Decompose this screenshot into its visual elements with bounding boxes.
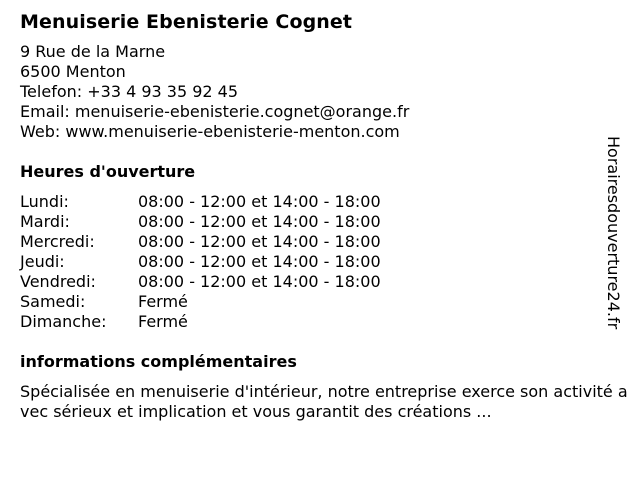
- hours-day: Jeudi:: [20, 252, 65, 271]
- street-address: 9 Rue de la Marne: [20, 42, 166, 61]
- hours-day: Lundi:: [20, 192, 69, 211]
- phone-number: Telefon: +33 4 93 35 92 45: [20, 82, 239, 101]
- hours-day: Vendredi:: [20, 272, 96, 291]
- additional-info-text: Spécialisée en menuiserie d'intérieur, notre entreprise exerce son activité avec sérieux et implication et vous garantit des créations ...: [20, 382, 628, 421]
- hours-time: 08:00 - 12:00 et 14:00 - 18:00: [138, 232, 381, 251]
- hours-row-monday: [20, 192, 620, 212]
- hours-time: 08:00 - 12:00 et 14:00 - 18:00: [138, 192, 381, 211]
- business-name: Menuiserie Ebenisterie Cognet: [20, 11, 353, 33]
- hours-time: Fermé: [138, 292, 188, 311]
- additional-info-heading: informations complémentaires: [20, 352, 297, 371]
- opening-hours-table: [20, 192, 620, 332]
- business-card: [20, 10, 628, 422]
- hours-row-friday: [20, 272, 620, 292]
- hours-time: 08:00 - 12:00 et 14:00 - 18:00: [138, 252, 381, 271]
- hours-day: Samedi:: [20, 292, 86, 311]
- hours-row-tuesday: [20, 212, 620, 232]
- opening-hours-heading: Heures d'ouverture: [20, 162, 196, 181]
- hours-day: Dimanche:: [20, 312, 107, 331]
- hours-row-saturday: [20, 292, 620, 312]
- hours-row-sunday: [20, 312, 620, 332]
- email-address: Email: menuiserie-ebenisterie.cognet@orange.fr: [20, 102, 410, 121]
- source-watermark: Horairesdouverture24.fr: [604, 136, 623, 330]
- address-block: [20, 42, 620, 142]
- hours-row-wednesday: [20, 232, 620, 252]
- city-address: 6500 Menton: [20, 62, 126, 81]
- hours-time: Fermé: [138, 312, 188, 331]
- hours-time: 08:00 - 12:00 et 14:00 - 18:00: [138, 272, 381, 291]
- hours-row-thursday: [20, 252, 620, 272]
- hours-day: Mardi:: [20, 212, 70, 231]
- hours-day: Mercredi:: [20, 232, 95, 251]
- hours-time: 08:00 - 12:00 et 14:00 - 18:00: [138, 212, 381, 231]
- website-url: Web: www.menuiserie-ebenisterie-menton.com: [20, 122, 400, 141]
